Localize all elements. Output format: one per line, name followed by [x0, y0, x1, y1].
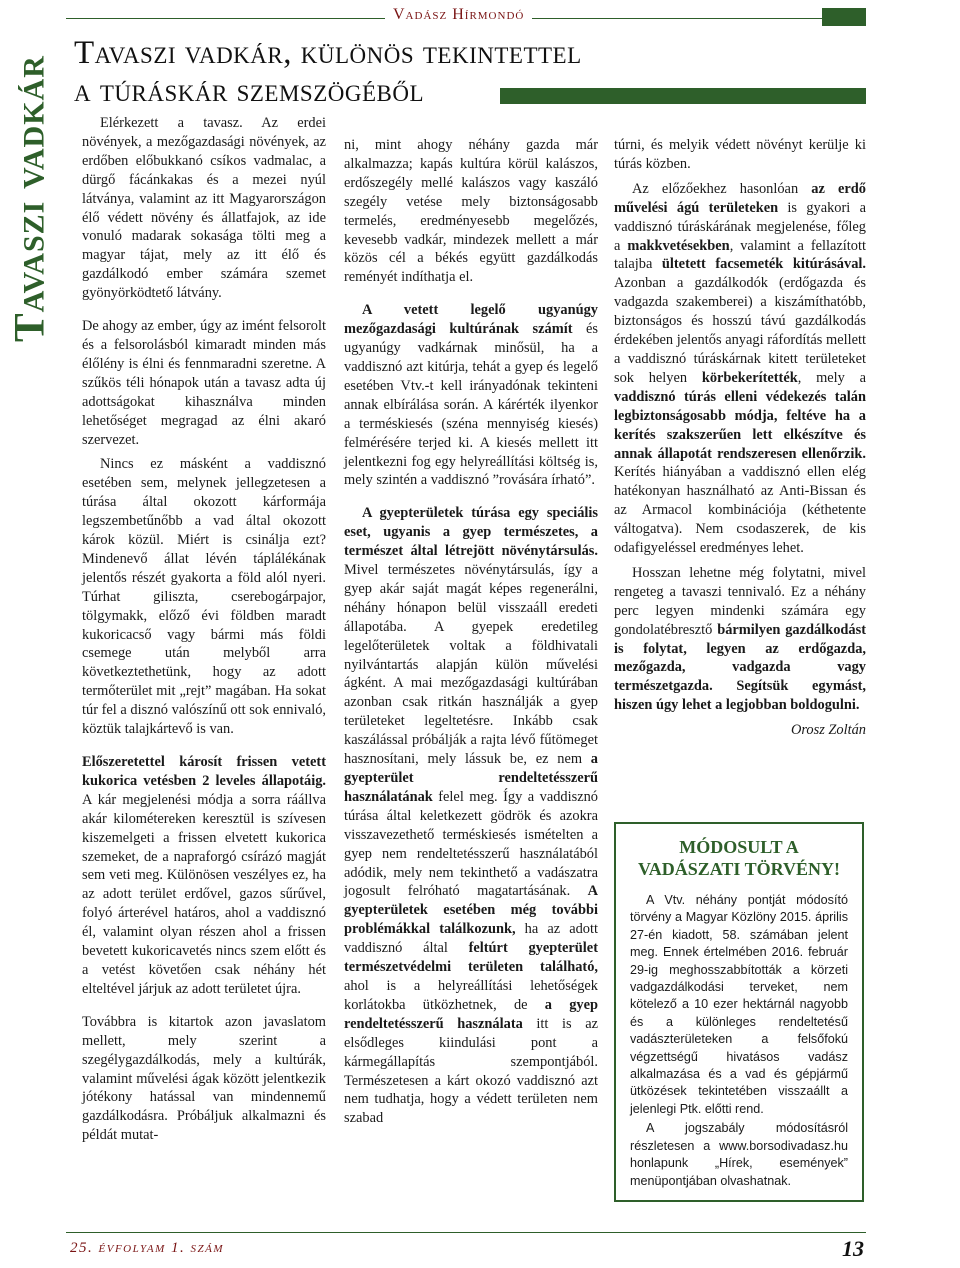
paragraph: De ahogy az ember, úgy az imént felsorolt és a felsorolásból kimaradt minden más élőlény is élni és fennmaradni szeretne. A szűkös téli hónapok után a tavasz adta új adottságokat kihasználva minden lehetőséget megragad az élni akaró szervezet.	[82, 318, 326, 448]
bold-span: feltúrt gyepterület természetvédelmi területen található,	[344, 940, 598, 976]
law-change-box	[614, 822, 864, 1202]
box-paragraph: A Vtv. néhány pontját módosító törvény a Magyar Közlöny 2015. április 27-én kiadott, 58. számában jelent meg. Ennek értelmében 2016. február 29-ig meghosszabbították a körzeti vadgazdálkodási terveket, nem kötelező a 10 ezer hektárnál nagyobb és a különleges rendeltetésű vadászterületeken a felsőfokú végzettségű hivatásos vadász alkalmazása és a vad és gépjármű ütközések tekintetében visszaállt a jelenlegi Ptk. előtti rend.	[630, 893, 848, 1116]
bold-span: körbekerítették	[701, 369, 798, 386]
text-span: is gyakori a vaddisznó túráskárának megjelenése, főleg a	[614, 199, 866, 254]
title-accent-bar	[500, 88, 866, 104]
text-span: Hosszan lehetne még folytatni, mivel rengeteg a tavaszi tennivaló. Ez a néhány perc legyen mindenki számára egy gondolatébresztő	[614, 564, 866, 638]
paragraph	[344, 301, 598, 490]
article-column-2	[344, 136, 598, 1134]
text-span: ha az adott vaddisznó által	[344, 921, 598, 957]
footer-rule	[66, 1232, 866, 1233]
text-span: és ugyanúgy vadkárnak minősül, ha a vaddisznó azt kitúrja, tehát a gyep és legelő esetében Vtv.-t kell irányadónak tekinteni annak elbírálása során. A kárérték ilyenkor a terméskiesés (széna mennyiség kiesés) felmérésére terjed ki. A kiesés mellett itt jelentkezni fog egy helyreállítási költség is, mely szintén a vaddisznó ”rovására írható”.	[344, 321, 598, 489]
bold-span: az erdő művelési ágú területeken	[614, 180, 867, 216]
text-span: Kerítés hiányában a vaddisznó ellen elég hatékonyan használható az Anti-Bissan és az Armacol kombinációja (kéthetente váltogatva). Nem csodaszerek, de kis odafigyeléssel eredményes lehet.	[614, 464, 866, 557]
text-span: Mivel természetes növénytársulás, így a gyep akár saját magát képes regenerálni, néhány hónapon belül visszaáll eredeti állapotába. A gyepek eredetileg legelőterületek voltak a földhivatali nyilvántartás alapján külön művelési ágként. A mai mezőgazdasági kultúrában azonban csak ritkán használják a gyep területeket legeltetésre. Inkább csak kaszálással próbálják a rajta lévő fűtömeget hasznosítani, mely lássuk be, ez nem	[344, 562, 598, 768]
text-span: A kár megjelenési módja a sorra ráállva akár kilométereken keresztül is szívesen kiszemelgeti a frissen elvetett kukorica szemeket, de a napraforgó csírázó magját sem veti meg. Különösen veszélyes ez, ha az adott terület erdővel, gazos sűrűvel, folyó árterével határos, ahol a vaddisznó él, valamint olyan részen ahol a frissen bevetett kukoricavetés nincs szem előtt és a vetést követően csak néhány hét elteltével járjuk az adott területet újra.	[82, 791, 326, 997]
bold-span: bármilyen gazdálkodást is folytat, legyen az erdőgazda, mezőgazda, vadgazda vagy természetgazda. Segítsük egymást, hiszen úgy lehet a legjobban boldogulni.	[614, 621, 866, 714]
paragraph: túrni, és melyik védett növényt kerülje ki túrás közben.	[614, 137, 866, 172]
paragraph: ni, mint ahogy néhány gazda már alkalmazza; kapás kultúra körül kalászos, erdőszegély mellé kalászos vagy kaszáló szegély vetése mely biztonságosabb termelés, eredményesebb megelőzés, kevesebb vadkár, mindezek mellett a már közös cél a békés együtt gazdálkodás reményét indíthatja el.	[344, 137, 598, 286]
bold-lead: Előszeretettel károsít frissen vetett kukorica vetésben 2 leveles állapotáig.	[82, 754, 326, 789]
text-span: Az előzőekhez hasonlóan	[632, 180, 812, 197]
text-span: , valamint a fellazított talajba	[614, 237, 866, 273]
bold-span: makkvetésekben	[627, 237, 730, 254]
bold-span: a gyep rendeltetésszerű használata	[344, 996, 599, 1032]
paragraph	[614, 564, 866, 715]
article-column-3	[614, 136, 866, 746]
box-paragraph: A jogszabály módosításról részletesen a www.borsodivadasz.hu honlapunk „Hírek, események” menüpontjában olvashatnak.	[630, 1121, 848, 1188]
text-span: itt is az elsődleges kiindulási pont a kármegállapítás szempontjából. Természetesen a kárt okozó vaddisznó azt nem tudhatja, hogy a védett területen nem szabad	[344, 1015, 598, 1127]
article-author: Orosz Zoltán	[790, 722, 866, 739]
box-title: MÓDOSULT A VADÁSZATI TÖRVÉNY!	[638, 837, 840, 879]
text-span: Azonban a gazdálkodók (erdőgazda és vadgazda szakemberei) a kiszámíthatóbb, biztonságos és hosszú távú gazdálkodás érdekében jelentős anyagi ráfordítás mellett a vaddisznó túráskárnak kitett területeket sok helyen	[614, 275, 866, 386]
side-section-title: Tavaszi vadkár	[6, 55, 54, 342]
bold-span: ültetett facsemeték kitúrásával.	[661, 256, 866, 273]
paragraph	[614, 180, 866, 558]
article-title-line-2: a túráskár szemszögéből	[74, 73, 425, 109]
article-title-line-1: Tavaszi vadkár, különös tekintettel	[74, 35, 582, 71]
paragraph: Nincs ez másként a vaddisznó esetében sem, melynek jellegzetesen a túrása által okozott kárformája legszembetűnőbb a vad által okozott károk közül. Miért is csinálja ezt? Mindenevő állat lévén táplálékának jelentős részét gyakorta a föld alól nyeri. Túrhat giliszta, cserebogárpajor, tölgymakk, előző évi földben maradt kukoricacső vagy bármi más földi csemege után melyből arra következtethetünk, hogy az adott termőterület mit „rejt” magában. Ha sokat túr fel a disznó valószínű ott sok ennivaló, köztük talajkártevő is van.	[82, 456, 326, 738]
bold-span: vaddisznó túrás elleni védekezés talán legbiztonságosabb módja, feltéve ha a kerítés szakszerűen lett elkészítve és annak állapotát rendszeresen ellenőrzik.	[614, 388, 866, 462]
article-column-1	[82, 114, 326, 1151]
bold-span: a gyepterület rendeltetésszerű használatának	[344, 751, 598, 805]
text-span: felel meg. Így a vaddisznó túrása által keletkezett gödrök és azokra visszavezethető terméskiesés ismételten a gyep nem rendeltetésszerű használatából adódik, mely nem tekinthető a vadászatra jogosult felróható magatartásának.	[344, 788, 598, 900]
bold-lead: A gyepterületek túrása egy speciális eset, ugyanis a gyep természetes, a természet által létrejött növénytársulás.	[344, 505, 598, 560]
paragraph	[344, 504, 598, 1128]
paragraph: Elérkezett a tavasz. Az erdei növények, a mezőgazdasági növények, az erdőben előbukkanó csíkos vadmalac, a dürgő fácánkakas és a mezei nyúl látványa, valamint az itt Magyarországon élő védett növény és állatfajok, az ide vonuló madarak sokasága tölti meg a magyar tájat, mely az itt élő és gazdálkodó ember számára szemet gyönyörködtető látvány.	[82, 115, 326, 302]
footer-volume: 25. évfolyam 1. szám	[70, 1240, 224, 1256]
text-span: , mely a	[797, 369, 866, 386]
page-number: 13	[842, 1236, 864, 1261]
paragraph	[82, 753, 326, 999]
bold-span: A gyepterületek esetében még további problémákkal találkozunk,	[344, 883, 598, 938]
magazine-name: Vadász Hírmondó	[385, 6, 532, 24]
text-span: ahol is a helyreállítási lehetőségek korlátokba ütközhetnek, de	[344, 977, 598, 1013]
bold-lead: A vetett legelő ugyanúgy mezőgazdasági kultúrának számít	[344, 302, 598, 338]
paragraph: Továbbra is kitartok azon javaslatom mellett, mely szerint a szegélygazdálkodás, mely a kultúrák, valamint művelési ágak között jelentkezik jótékony hatással van mindennemű gazdálkodásra. Próbáljuk alkalmazni és példát mutat-	[82, 1013, 326, 1144]
header-accent-block	[822, 8, 866, 26]
